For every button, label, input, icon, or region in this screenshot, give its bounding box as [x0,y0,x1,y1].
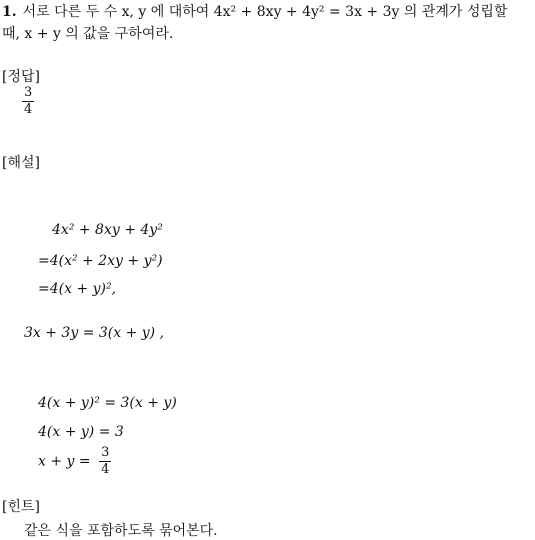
answer-denominator: 4 [24,102,33,117]
solution-line-5: 4(x + y)² = 3(x + y) [38,395,177,411]
solution-line-3: =4(x + y)², [38,281,117,297]
solution-line-4: 3x + 3y = 3(x + y) , [24,325,165,341]
hint-text: 같은 식을 포함하도록 묶어본다. [24,523,218,539]
solution-final-numerator: 3 [101,445,110,460]
solution-final-denominator: 4 [101,462,110,477]
solution-line-2: =4(x² + 2xy + y²) [38,253,163,269]
solution-final [38,446,111,477]
answer-heading: [정답] [2,69,40,85]
solution-line-1: 4x² + 8xy + 4y² [52,222,163,238]
solution-line-6: 4(x + y) = 3 [38,424,124,440]
solution-final-lhs: x + y = [38,453,91,470]
solution-heading: [해설] [2,155,40,171]
problem-line-1: 서로 다른 두 수 x, y 에 대하여 4x² + 8xy + 4y² = 3x + 3y 의 관계가 성립할 [22,4,508,20]
problem-statement [2,0,507,24]
hint-heading: [힌트] [2,499,40,515]
answer-fraction [22,86,34,117]
answer-numerator: 3 [24,85,33,100]
problem-line-2: 때, x + y 의 값을 구하여라. [2,26,174,42]
problem-number: 1. [2,4,17,20]
